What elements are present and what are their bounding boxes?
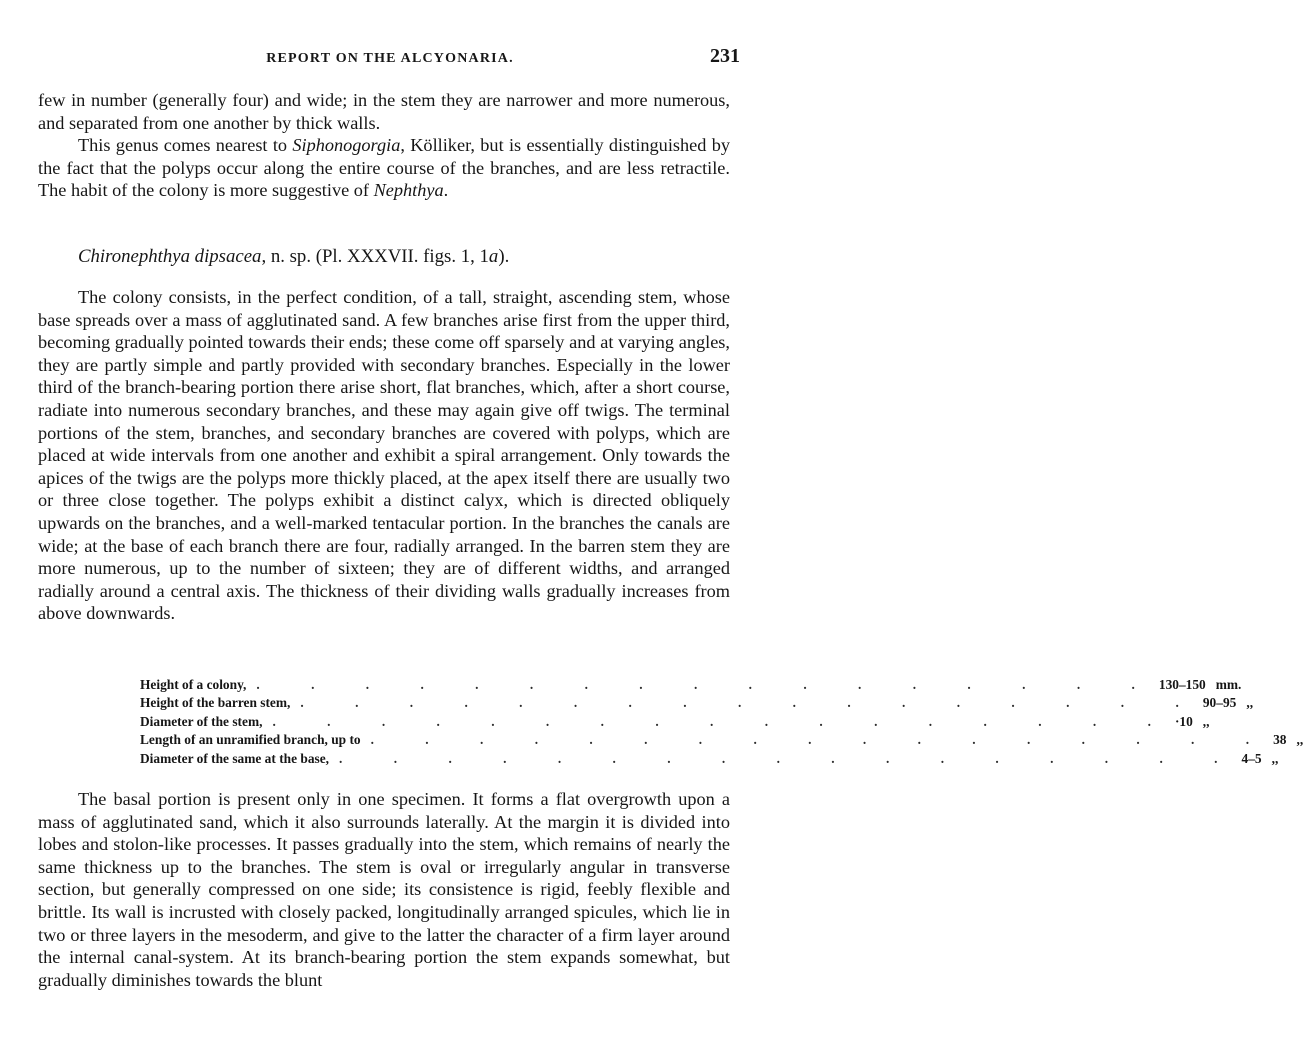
- page-number: 231: [710, 45, 740, 67]
- intro-section: [38, 89, 730, 202]
- measurement-row: [140, 694, 1254, 712]
- measurement-value: ·10: [1174, 713, 1193, 729]
- plate-reference-end: ).: [498, 246, 510, 267]
- measurement-unit: mm.: [1215, 677, 1242, 692]
- measurement-value: 38: [1273, 732, 1287, 748]
- measurement-label: Height of a colony,: [140, 677, 247, 692]
- plate-figure-letter: a: [488, 246, 499, 267]
- measurement-unit: ,,: [1271, 750, 1279, 766]
- dot-leader: . . . . . . . . . . . . . . . . .: [370, 732, 1274, 748]
- measurement-unit: ,,: [1296, 732, 1303, 748]
- measurement-row: [140, 676, 1242, 694]
- measurement-row: [140, 713, 1210, 731]
- genus-name-nephthya: Nephthya: [373, 180, 444, 201]
- measurement-unit: ,,: [1202, 713, 1210, 729]
- dot-leader: . . . . . . . . . . . . . . . . .: [339, 750, 1242, 766]
- running-title: REPORT ON THE ALCYONARIA.: [266, 51, 514, 66]
- measurement-label: Diameter of the stem,: [140, 713, 263, 729]
- dot-leader: . . . . . . . . . . . . . . . . .: [256, 677, 1159, 692]
- species-heading: [78, 245, 738, 269]
- genus-name-siphonogorgia: Siphonogorgia: [292, 135, 401, 156]
- basal-paragraph: The basal portion is present only in one specimen. It forms a flat overgrowth upon a mass of agglutinated sand, which it also surrounds laterally. At the margin it is divided into lobes and stolon-like processes. It passes gradually into the stem, which remains of nearly the same thickness up to the branches. The stem is oval or irregularly angular in transverse section, but generally compressed on one side; its consistence is rigid, feebly flexible and brittle. Its wall is incrusted with closely packed, longitudinally arranged spicules, which lie in two or three layers in the mesoderm, and give to the latter the character of a firm layer around the internal canal-system. At its branch-bearing portion the stem expands somewhat, but gradually diminishes towards the blunt: [38, 789, 730, 990]
- measurement-row: [140, 750, 1279, 768]
- intro-paragraph: few in number (generally four) and wide; in the stem they are narrower and more numerous, and separated from one another by thick walls.: [38, 90, 730, 133]
- plate-reference: , n. sp. (Pl. XXXVII. figs. 1, 1: [261, 246, 489, 267]
- dot-leader: . . . . . . . . . . . . . . . . .: [300, 695, 1203, 711]
- measurement-label: Length of an unramified branch, up to: [140, 732, 361, 748]
- measurement-value: 90–95: [1202, 695, 1237, 711]
- measurement-label: Height of the barren stem,: [140, 695, 291, 711]
- description-paragraph: The colony consists, in the perfect condition, of a tall, straight, ascending stem, whose base spreads over a mass of agglutinated sand. A few branches arise first from the upper third, becoming gradually pointed towards their ends; these come off sparsely and at varying angles, they are partly simple and partly provided with secondary branches. Especially in the lower third of the branch-bearing portion there arise short, flat branches, which, after a short course, radiate into numerous secondary branches, and these may again give off twigs. The terminal portions of the stem, branches, and secondary branches are covered with polyps, which are placed at wide intervals from one another and exhibit a spiral arrangement. Only towards the apices of the twigs are the polyps more thickly placed, at the apex itself there are usually two or three close together. The polyps exhibit a distinct calyx, which is directed obliquely upwards on the branches, and a well-marked tentacular portion. In the branches the canals are wide; at the base of each branch there are four, radially arranged. In the barren stem they are more numerous, up to the number of sixteen; they are of different widths, and arranged radially around a central axis. The thickness of their dividing walls gradually increases from above downwards.: [38, 287, 730, 624]
- measurement-row: [140, 731, 1303, 749]
- measurement-unit: ,,: [1246, 695, 1254, 711]
- dot-leader: . . . . . . . . . . . . . . . . .: [272, 713, 1175, 729]
- genus-comparison-text: , Kölliker, but is essentially distinguished by the fact that the polyps occur along the entire course of the branches, and are less retractile. The habit of the colony is more suggestive of: [38, 135, 730, 201]
- measurements-table: [140, 676, 1303, 768]
- measurement-value: 4–5: [1241, 750, 1262, 766]
- genus-comparison-text: .: [443, 180, 449, 201]
- description-section: [38, 286, 730, 625]
- measurement-label: Diameter of the same at the base,: [140, 750, 330, 766]
- genus-comparison-paragraph: [38, 134, 730, 202]
- measurement-value: 130–150: [1158, 677, 1206, 692]
- species-name: Chironephthya dipsacea: [78, 246, 262, 267]
- basal-portion-section: [38, 788, 730, 991]
- genus-comparison-text: This genus comes nearest to: [78, 135, 293, 156]
- page-header: [40, 45, 740, 75]
